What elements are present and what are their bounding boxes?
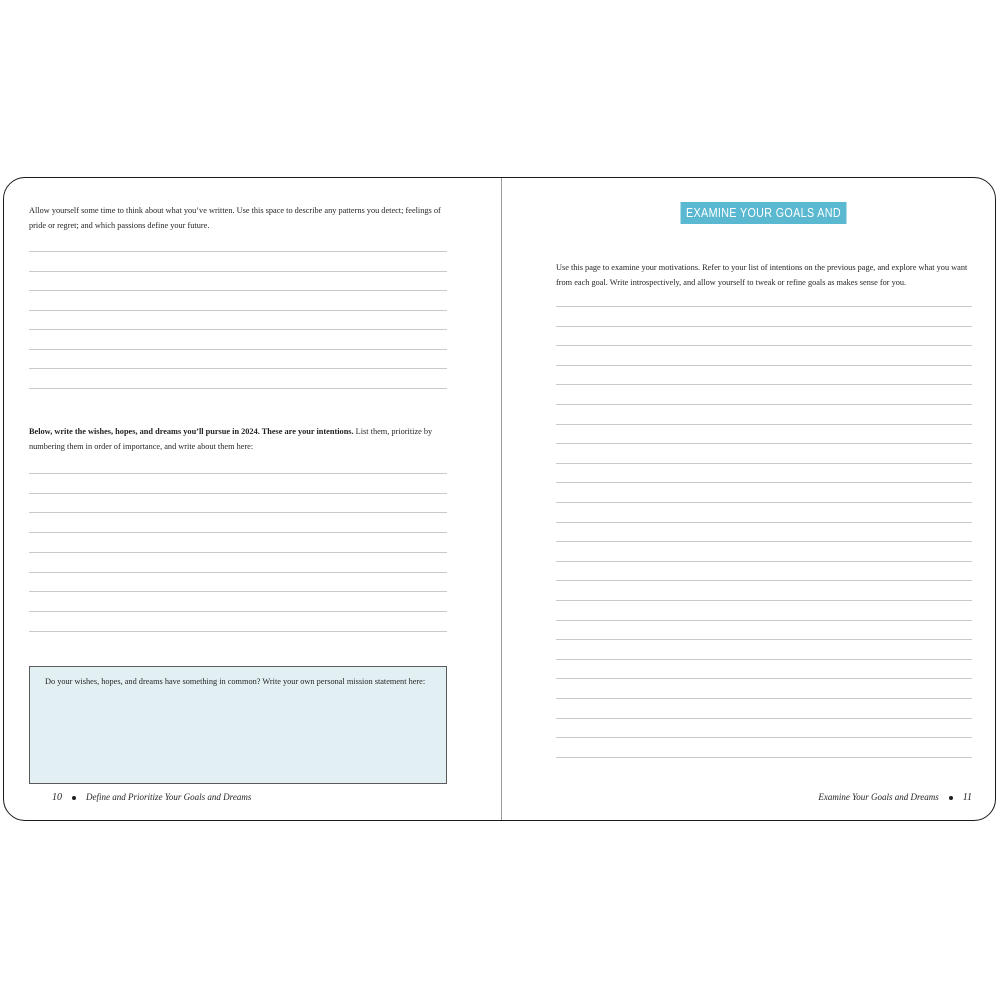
writing-line: [29, 552, 447, 553]
writing-line: [29, 388, 447, 389]
writing-line: [556, 659, 972, 660]
section-heading-banner: EXAMINE YOUR GOALS AND DREAMS: [681, 202, 847, 224]
right-intro-paragraph: Use this page to examine your motivations. Refer to your list of intentions on the previous page, and explore what you want from each goal. Write introspectively, and allow yourself to tweak or refine goals as makes sense for you.: [556, 263, 968, 287]
writing-line: [29, 310, 447, 311]
writing-line: [556, 600, 972, 601]
writing-line: [29, 290, 447, 291]
writing-line: [29, 591, 447, 592]
writing-line: [29, 329, 447, 330]
writing-line: [556, 404, 972, 405]
writing-line: [556, 580, 972, 581]
writing-line: [556, 620, 972, 621]
intentions-bold-text: Below, write the wishes, hopes, and dreams you’ll pursue in 2024. These are your intentions.: [29, 427, 354, 436]
writing-line: [556, 718, 972, 719]
writing-line: [29, 368, 447, 369]
mission-prompt: Do your wishes, hopes, and dreams have something in common? Write your own personal mission statement here:: [45, 677, 426, 686]
right-page: [502, 178, 996, 820]
writing-line: [556, 757, 972, 758]
writing-line: [29, 611, 447, 612]
writing-line: [29, 493, 447, 494]
writing-line: [556, 698, 972, 699]
writing-line: [556, 345, 972, 346]
running-title-left: Define and Prioritize Your Goals and Dreams: [86, 792, 252, 802]
writing-line: [556, 541, 972, 542]
running-title-right: Examine Your Goals and Dreams: [818, 792, 939, 802]
intro-paragraph: Allow yourself some time to think about what you’ve written. Use this space to describe any patterns you detect; feelings of pride or regret; and which passions define your future.: [29, 206, 441, 230]
bullet-icon: [949, 796, 953, 800]
writing-line: [29, 572, 447, 573]
writing-line: [556, 384, 972, 385]
intentions-paragraph: [29, 424, 449, 454]
mission-statement-box[interactable]: [29, 666, 447, 784]
writing-line: [556, 678, 972, 679]
writing-line: [556, 482, 972, 483]
writing-line: [29, 473, 447, 474]
writing-line: [556, 522, 972, 523]
open-journal-spread: [3, 177, 996, 821]
left-page-footer: [52, 790, 251, 805]
bullet-icon: [72, 796, 76, 800]
writing-line: [556, 326, 972, 327]
writing-line: [556, 306, 972, 307]
writing-line: [29, 532, 447, 533]
intentions-text: List them, prioritize by numbering them in order of importance, and write about them here:: [29, 427, 433, 451]
writing-line: [556, 502, 972, 503]
right-page-footer: [818, 790, 972, 805]
left-page: [4, 178, 501, 820]
writing-line: [556, 443, 972, 444]
writing-line: [29, 349, 447, 350]
writing-line: [29, 251, 447, 252]
page-number-left: 10: [52, 792, 62, 803]
writing-line: [556, 561, 972, 562]
writing-line: [556, 365, 972, 366]
writing-line: [29, 631, 447, 632]
writing-line: [556, 639, 972, 640]
page-number-right: 11: [962, 792, 972, 803]
writing-line: [556, 424, 972, 425]
writing-line: [556, 737, 972, 738]
writing-line: [556, 463, 972, 464]
writing-line: [29, 512, 447, 513]
writing-line: [29, 271, 447, 272]
